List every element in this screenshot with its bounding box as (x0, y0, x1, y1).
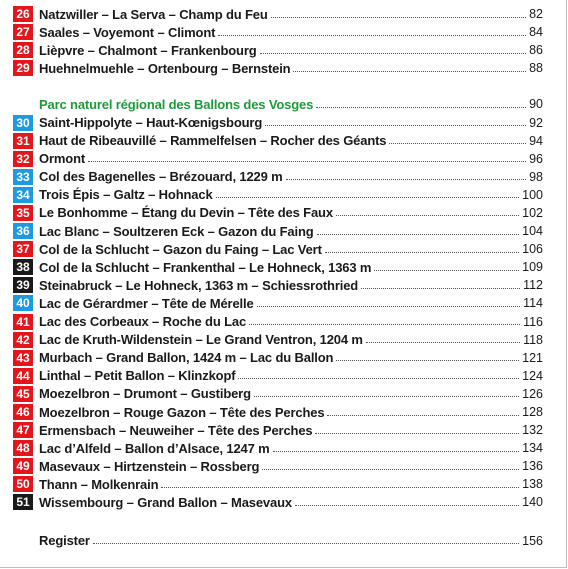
toc-entry[interactable] (13, 276, 543, 294)
route-title: Haut de Ribeauvillé – Rammelfelsen – Rocher des Géants (39, 133, 387, 149)
dot-leader (218, 35, 526, 36)
toc-entry[interactable] (13, 113, 543, 131)
route-number-badge: 28 (13, 42, 33, 58)
group-gap (13, 512, 543, 532)
dot-leader (254, 396, 519, 397)
route-title: Moezelbron – Rouge Gazon – Tête des Perches (39, 404, 325, 420)
dot-leader (249, 324, 520, 325)
route-title: Col de la Schlucht – Gazon du Faing – Lac Vert (39, 241, 322, 257)
route-number-badge: 46 (13, 404, 33, 420)
toc-entry[interactable] (13, 168, 543, 186)
toc-entry[interactable] (13, 222, 543, 240)
route-title: Thann – Molkenrain (39, 476, 159, 492)
toc-entry[interactable] (13, 349, 543, 367)
route-number-badge: 36 (13, 223, 33, 239)
toc-entry[interactable] (13, 150, 543, 168)
page-number: 92 (529, 115, 543, 130)
page-number: 118 (523, 332, 543, 347)
dot-leader (260, 53, 527, 54)
page-number: 94 (529, 133, 543, 148)
register-page-number: 156 (522, 533, 543, 548)
page-number: 98 (529, 169, 543, 184)
toc-entry[interactable] (13, 59, 543, 77)
toc-entry[interactable] (13, 41, 543, 59)
toc-entry[interactable] (13, 421, 543, 439)
route-number-badge: 31 (13, 133, 33, 149)
page-number: 140 (522, 495, 543, 510)
group-gap (13, 77, 543, 95)
page-number: 138 (522, 477, 543, 492)
route-title: Lac des Corbeaux – Roche du Lac (39, 314, 247, 330)
page-number: 84 (529, 25, 543, 40)
page-number: 102 (522, 205, 543, 220)
page-number: 126 (522, 386, 543, 401)
toc-entry[interactable] (13, 475, 543, 493)
route-title: Natzwiller – La Serva – Champ du Feu (39, 6, 268, 22)
toc-entry[interactable] (13, 240, 543, 258)
dot-leader (216, 197, 520, 198)
dot-leader (315, 433, 519, 434)
page-number: 104 (522, 224, 543, 239)
dot-leader (361, 288, 520, 289)
route-title: Moezelbron – Drumont – Gustiberg (39, 386, 251, 402)
register-title: Register (39, 533, 90, 549)
dot-leader (316, 107, 526, 108)
route-number-badge: 50 (13, 476, 33, 492)
route-number-badge: 32 (13, 151, 33, 167)
toc-entry[interactable] (13, 331, 543, 349)
route-title: Saales – Voyemont – Climont (39, 24, 216, 40)
route-number-badge: 49 (13, 458, 33, 474)
page-number: 109 (522, 260, 543, 275)
route-number-badge: 33 (13, 169, 33, 185)
toc-register[interactable] (13, 532, 543, 550)
route-title: Col de la Schlucht – Frankenthal – Le Hohneck, 1363 m (39, 259, 372, 275)
route-number-badge: 34 (13, 187, 33, 203)
route-number-badge: 30 (13, 115, 33, 131)
table-of-contents (13, 5, 543, 550)
page-number: 100 (522, 187, 543, 202)
route-number-badge: 41 (13, 314, 33, 330)
route-title: Murbach – Grand Ballon, 1424 m – Lac du Ballon (39, 350, 334, 366)
page-number: 82 (529, 7, 543, 22)
page-number: 88 (529, 61, 543, 76)
dot-leader (238, 378, 519, 379)
route-title: Ormont (39, 151, 86, 167)
route-title: Lac de Gérardmer – Tête de Mérelle (39, 295, 254, 311)
page-number: 106 (522, 242, 543, 257)
route-title: Le Bonhomme – Étang du Devin – Tête des Faux (39, 205, 333, 221)
route-number-badge: 40 (13, 295, 33, 311)
dot-leader (262, 469, 519, 470)
route-number-badge: 27 (13, 24, 33, 40)
dot-leader (327, 415, 519, 416)
route-title: Linthal – Petit Ballon – Klinzkopf (39, 368, 236, 384)
route-title: Lac d’Alfeld – Ballon d’Alsace, 1247 m (39, 440, 270, 456)
toc-entry[interactable] (13, 294, 543, 312)
page-number: 116 (523, 314, 543, 329)
dot-leader (325, 252, 519, 253)
toc-group-ballons (13, 113, 543, 511)
dot-leader (374, 270, 519, 271)
dot-leader (93, 543, 519, 544)
toc-entry[interactable] (13, 186, 543, 204)
toc-entry[interactable] (13, 313, 543, 331)
dot-leader (273, 451, 520, 452)
toc-entry[interactable] (13, 132, 543, 150)
toc-entry[interactable] (13, 23, 543, 41)
toc-section-heading[interactable] (13, 95, 543, 113)
toc-entry[interactable] (13, 403, 543, 421)
route-title: Col des Bagenelles – Brézouard, 1229 m (39, 169, 283, 185)
route-number-badge: 37 (13, 241, 33, 257)
dot-leader (265, 125, 526, 126)
toc-entry[interactable] (13, 258, 543, 276)
dot-leader (271, 17, 526, 18)
route-number-badge: 48 (13, 440, 33, 456)
route-title: Ermensbach – Neuweiher – Tête des Perches (39, 422, 313, 438)
route-number-badge: 26 (13, 6, 33, 22)
toc-entry[interactable] (13, 204, 543, 222)
page-number: 121 (522, 350, 543, 365)
dot-leader (286, 179, 527, 180)
route-number-badge: 29 (13, 60, 33, 76)
section-page-number: 90 (529, 97, 543, 112)
page-number: 132 (522, 423, 543, 438)
route-number-badge: 47 (13, 422, 33, 438)
route-number-badge: 38 (13, 259, 33, 275)
toc-entry[interactable] (13, 367, 543, 385)
route-number-badge: 35 (13, 205, 33, 221)
page-number: 124 (522, 368, 543, 383)
toc-entry[interactable] (13, 439, 543, 457)
section-title: Parc naturel régional des Ballons des Vosges (39, 96, 314, 112)
page-number: 134 (522, 441, 543, 456)
dot-leader (293, 71, 526, 72)
route-title: Masevaux – Hirtzenstein – Rossberg (39, 458, 260, 474)
dot-leader (88, 161, 526, 162)
route-title: Lac Blanc – Soultzeren Eck – Gazon du Faing (39, 223, 314, 239)
route-number-badge: 44 (13, 368, 33, 384)
route-number-badge: 42 (13, 332, 33, 348)
toc-entry[interactable] (13, 385, 543, 403)
dot-leader (317, 234, 520, 235)
page-number: 112 (523, 278, 543, 293)
route-number-badge: 39 (13, 277, 33, 293)
dot-leader (295, 505, 519, 506)
route-title: Huehnelmuehle – Ortenbourg – Bernstein (39, 60, 291, 76)
toc-group-top (13, 5, 543, 77)
page-number: 136 (522, 459, 543, 474)
route-title: Trois Épis – Galtz – Hohnack (39, 187, 213, 203)
route-title: Wissembourg – Grand Ballon – Masevaux (39, 494, 292, 510)
route-title: Steinabruck – Le Hohneck, 1363 m – Schiessrothried (39, 277, 359, 293)
dot-leader (366, 342, 520, 343)
page-number: 128 (522, 405, 543, 420)
route-title: Lièpvre – Chalmont – Frankenbourg (39, 42, 257, 58)
route-number-badge: 43 (13, 350, 33, 366)
toc-entry[interactable] (13, 457, 543, 475)
page-number: 86 (529, 43, 543, 58)
dot-leader (389, 143, 526, 144)
page-number: 114 (523, 296, 543, 311)
route-number-badge: 45 (13, 386, 33, 402)
dot-leader (161, 487, 519, 488)
toc-entry[interactable] (13, 493, 543, 511)
route-number-badge: 51 (13, 494, 33, 510)
dot-leader (336, 215, 519, 216)
page-number: 96 (529, 151, 543, 166)
dot-leader (257, 306, 521, 307)
toc-entry[interactable] (13, 5, 543, 23)
route-title: Lac de Kruth-Wildenstein – Le Grand Ventron, 1204 m (39, 332, 363, 348)
route-title: Saint-Hippolyte – Haut-Kœnigsbourg (39, 115, 263, 131)
dot-leader (336, 360, 519, 361)
